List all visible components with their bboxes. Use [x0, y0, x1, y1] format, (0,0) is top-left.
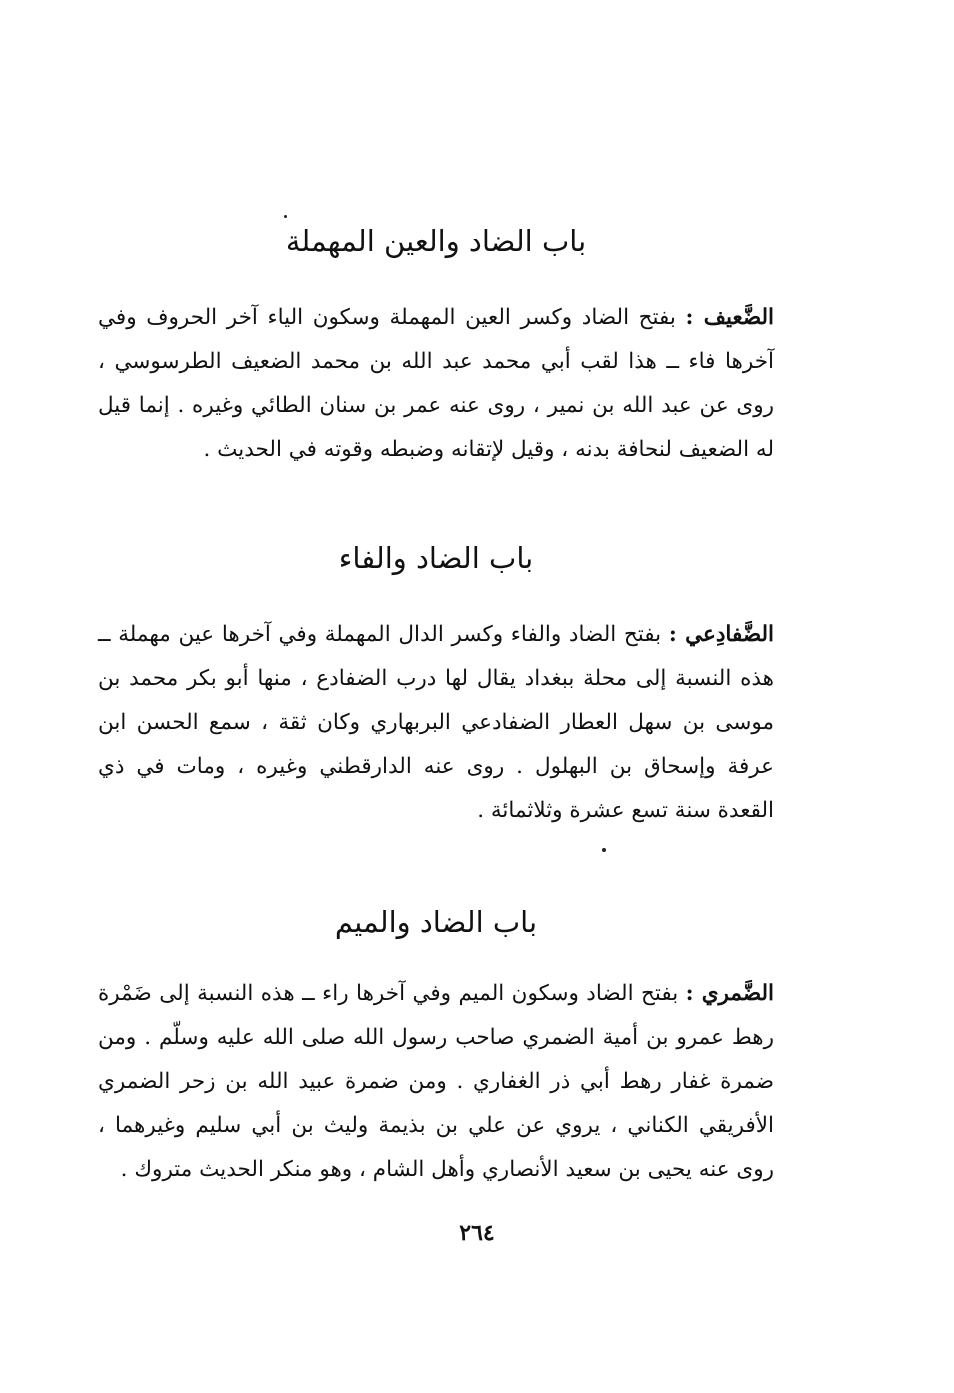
ink-speck [284, 215, 287, 218]
entry-text: بفتح الضاد والفاء وكسر الدال المهملة وفي آخرها عين مهملة ــ هذه النسبة إلى محلة ببغداد يقال لها درب الضفادع ، منها أبو بكر محمد بن موسى بن سهل العطار الضفادعي البربهاري وكان ثقة ، سمع الحسن ابن عرفة وإسحاق بن البهلول . روى عنه الدارقطني وغيره ، ومات في ذي القعدة سنة تسع عشرة وثلاثمائة . [98, 622, 774, 823]
section-heading: باب الضاد والميم [334, 905, 538, 939]
entry-text: بفتح الضاد وكسر العين المهملة وسكون الياء آخر الحروف وفي آخرها فاء ــ هذا لقب أبي محمد عبد الله بن محمد الضعيف الطرسوسي ، روى عن عبد الله بن نمير ، روى عنه عمر بن سنان الطائي وغيره . إنما قيل له الضعيف لنحافة بدنه ، وقيل لإتقانه وضبطه وقوته في الحديث . [98, 305, 774, 462]
entry-headword: الضَّمري : [685, 981, 774, 1006]
section-heading: باب الضاد والعين المهملة [285, 224, 587, 258]
section-heading: باب الضاد والفاء [338, 541, 534, 575]
entry-text: بفتح الضاد وسكون الميم وفي آخرها راء ــ هذه النسبة إلى ضَمْرة رهط عمرو بن أمية الضمري صاحب رسول الله صلى الله عليه وسلّم . ومن ضمرة غفار رهط أبي ذر الغفاري . ومن ضمرة عبيد الله بن زحر الضمري الأفريقي الكناني ، يروي عن علي بن بذيمة وليث بن أبي سليم وغيرهما ، روى عنه يحيى بن سعيد الأنصاري وأهل الشام ، وهو منكر الحديث متروك . [98, 981, 774, 1182]
entry-headword: الضَّفادِعي : [668, 622, 774, 647]
entry-headword: الضَّعيف : [685, 305, 774, 330]
entry-paragraph [98, 296, 774, 472]
entry-paragraph [98, 972, 774, 1192]
entry-block [98, 296, 774, 472]
entry-paragraph [98, 613, 774, 833]
page-number: ٢٦٤ [459, 1220, 495, 1246]
entry-block [98, 613, 774, 833]
ink-speck [602, 848, 606, 852]
entry-block [98, 972, 774, 1192]
